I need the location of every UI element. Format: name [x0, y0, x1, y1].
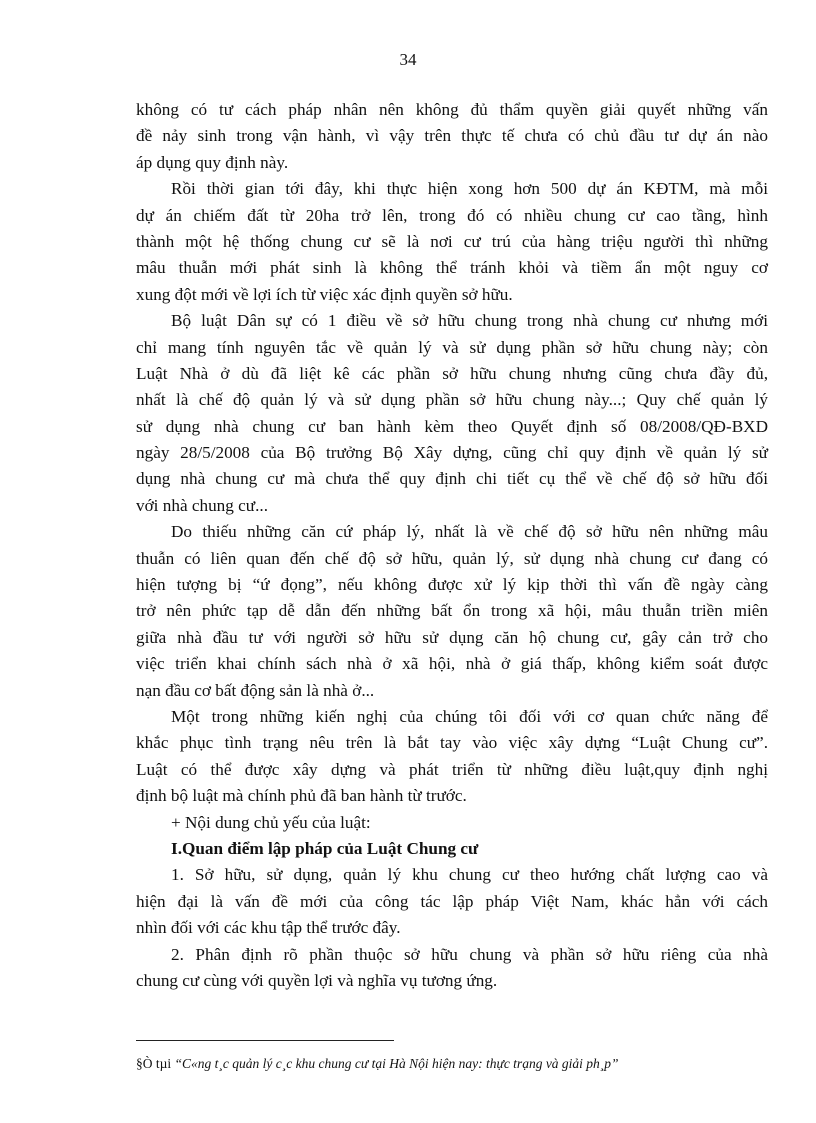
footnote-rule — [136, 1040, 394, 1041]
page-number: 34 — [399, 50, 417, 69]
text-line: ngày 28/5/2008 của Bộ trưởng Bộ Xây dựng, cũng chỉ quy định về quản lý sử — [136, 443, 768, 463]
paragraph — [136, 97, 768, 176]
paragraph — [136, 176, 768, 308]
text-line: hiện đại là vấn đề mới của công tác lập pháp Việt Nam, khác hẳn với cách — [136, 891, 768, 911]
paragraph — [136, 942, 768, 995]
text-line: thành một hệ thống chung cư sẽ là nơi cư trú của hàng triệu người thì những — [136, 231, 768, 251]
footnote-title: “C«ng t¸c quản lý c¸c khu chung cư tại Hà Nội hiện nay: thực trạng và giải ph¸p” — [174, 1056, 619, 1071]
text-line: Do thiếu những căn cứ pháp lý, nhất là về chế độ sở hữu nên những mâu — [171, 522, 768, 542]
text-line: đề nảy sinh trong vận hành, vì vậy trên thực tế chưa có chủ đầu tư dự án nào — [136, 126, 768, 146]
text-line: chỉ mang tính nguyên tắc về quản lý và sử dụng phần sở hữu chung này; còn — [136, 337, 768, 357]
text-line: giữa nhà đầu tư với người sở hữu sử dụng căn hộ chung cư, gây cản trở cho — [136, 627, 768, 647]
text-line: sử dụng nhà chung cư ban hành kèm theo Quyết định số 08/2008/QĐ-BXD — [136, 416, 768, 436]
text-line: Luật Nhà ở dù đã liệt kê các phần sở hữu chung nhưng cũng chưa đầy đủ, — [136, 363, 768, 383]
text-line: định bộ luật mà chính phủ đã ban hành từ trước. — [136, 786, 467, 806]
text-line: nhìn đối với các khu tập thể trước đây. — [136, 918, 401, 938]
text-line: Rồi thời gian tới đây, khi thực hiện xong hơn 500 dự án KĐTM, mà mỗi — [171, 179, 768, 199]
text-line: không có tư cách pháp nhân nên không đủ thẩm quyền giải quyết những vấn — [136, 100, 768, 119]
text-line: với nhà chung cư... — [136, 495, 269, 515]
text-line: dự án chiếm đất từ 20ha trở lên, trong đó có nhiều chung cư cao tầng, hình — [136, 205, 768, 225]
paragraph — [136, 519, 768, 704]
text-line: nhất là chế độ quản lý và sử dụng phần sở hữu chung này...; Quy chế quản lý — [136, 390, 768, 410]
text-line: khắc phục tình trạng nêu trên là bắt tay vào việc xây dựng “Luật Chung cư”. — [136, 733, 768, 753]
text-line: nạn đầu cơ bất động sản là nhà ở... — [136, 680, 375, 700]
paragraph — [136, 862, 768, 941]
text-line: chung cư cùng với quyền lợi và nghĩa vụ tương ứng. — [136, 970, 498, 990]
text-line: Bộ luật Dân sự có 1 điều về sở hữu chung trong nhà chung cư nhưng mới — [171, 311, 768, 331]
text-line: xung đột mới về lợi ích từ việc xác định quyền sở hữu. — [136, 284, 513, 304]
text-line: + Nội dung chủ yếu của luật: — [171, 812, 371, 832]
paragraph — [136, 308, 768, 519]
text-line: dụng nhà chung cư mà chưa thể quy định chi tiết cụ thể về chế độ sở hữu đối — [136, 469, 768, 489]
text-line: 1. Sở hữu, sử dụng, quản lý khu chung cư theo hướng chất lượng cao và — [171, 865, 768, 885]
text-line: mâu thuẫn mới phát sinh là không thể tránh khỏi và tiềm ẩn một nguy cơ — [136, 258, 768, 278]
text-line: hiện tượng bị “ứ đọng”, nếu không được xử lý kịp thời thì vấn đề ngày càng — [136, 575, 768, 595]
paragraph — [136, 810, 768, 836]
text-line: Luật có thể được xây dựng và phát triển từ những điều luật,quy định nghị — [136, 759, 768, 779]
footnote-prefix: §Ò tµi — [136, 1056, 175, 1071]
text-line: trở nên phức tạp dễ dẫn đến những bất ổn trong xã hội, mâu thuẫn triền miên — [136, 601, 768, 621]
text-line: I.Quan điểm lập pháp của Luật Chung cư — [171, 838, 479, 858]
text-line: áp dụng quy định này. — [136, 152, 289, 172]
paragraph — [136, 704, 768, 810]
text-line: 2. Phân định rõ phần thuộc sở hữu chung và phần sở hữu riêng của nhà — [171, 944, 768, 964]
text-line: thuẫn có liên quan đến chế độ sở hữu, quản lý, sử dụng nhà chung cư đang có — [136, 548, 768, 568]
text-line: việc triển khai chính sách nhà ở xã hội, nhà ở giá thấp, không kiểm soát được — [136, 654, 768, 674]
section-heading — [136, 836, 768, 862]
text-line: Một trong những kiến nghị của chúng tôi đối với cơ quan chức năng để — [171, 706, 768, 726]
footnote — [136, 1056, 619, 1072]
body-text — [136, 97, 768, 994]
